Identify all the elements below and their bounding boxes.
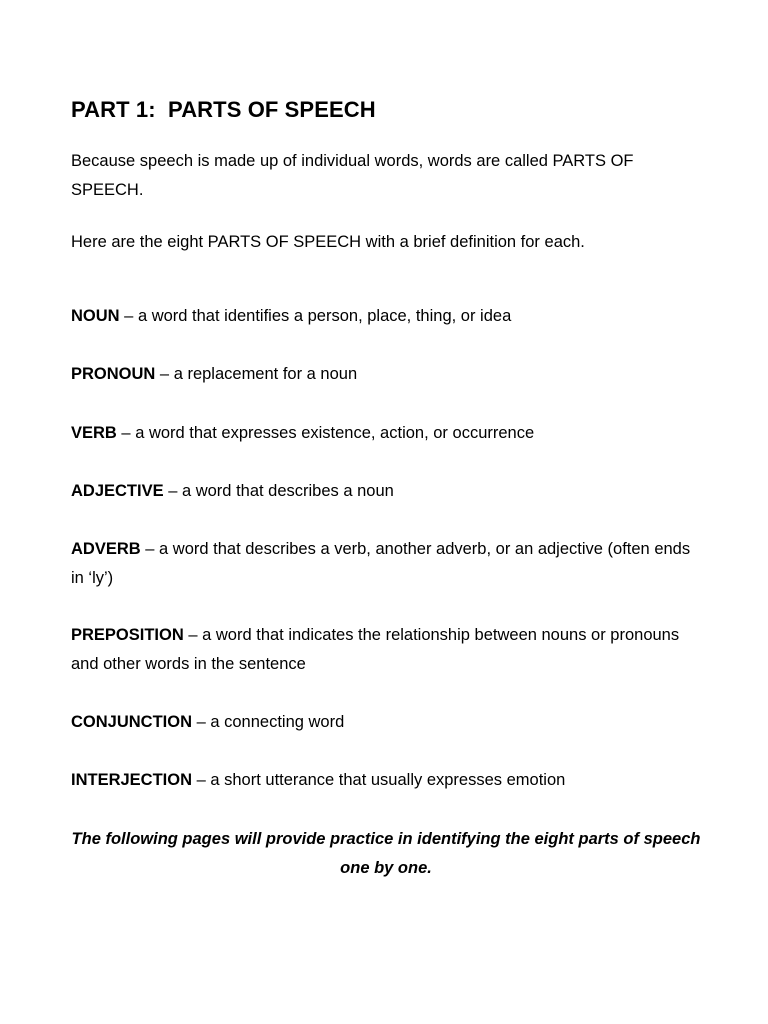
definition-term: PRONOUN: [71, 365, 156, 383]
definition-interjection: [71, 766, 701, 795]
definition-preposition: [71, 621, 701, 679]
definition-term: INTERJECTION: [71, 771, 193, 789]
definition-term: PREPOSITION: [71, 626, 184, 644]
definition-term: NOUN: [71, 307, 120, 325]
definition-text: – a word that indicates the relationship between nouns or pronouns and other words in the sentence: [71, 626, 680, 673]
definition-adjective: [71, 477, 701, 506]
definition-term: ADVERB: [71, 540, 141, 558]
definition-text: – a word that describes a noun: [163, 482, 394, 500]
lead-paragraph: Here are the eight PARTS OF SPEECH with a brief definition for each.: [71, 233, 585, 251]
definition-term: VERB: [71, 424, 117, 442]
closing-note: The following pages will provide practice in identifying the eight parts of speech one by one.: [71, 830, 701, 877]
definition-term: ADJECTIVE: [71, 482, 164, 500]
definition-pronoun: [71, 360, 701, 389]
definition-verb: [71, 419, 701, 448]
definition-text: – a word that describes a verb, another adverb, or an adjective (often ends in ‘ly’): [71, 540, 691, 587]
definition-noun: [71, 302, 701, 331]
definition-text: – a word that identifies a person, place, thing, or idea: [119, 307, 512, 325]
definition-text: – a short utterance that usually expresses emotion: [192, 771, 566, 789]
definition-conjunction: [71, 708, 701, 737]
page-title: PART 1: PARTS OF SPEECH: [71, 97, 376, 122]
definition-adverb: [71, 535, 701, 593]
definition-text: – a connecting word: [192, 713, 345, 731]
definition-text: – a replacement for a noun: [155, 365, 358, 383]
intro-paragraph: Because speech is made up of individual words, words are called PARTS OF SPEECH.: [71, 152, 634, 199]
definition-term: CONJUNCTION: [71, 713, 193, 731]
definition-text: – a word that expresses existence, action, or occurrence: [116, 424, 535, 442]
